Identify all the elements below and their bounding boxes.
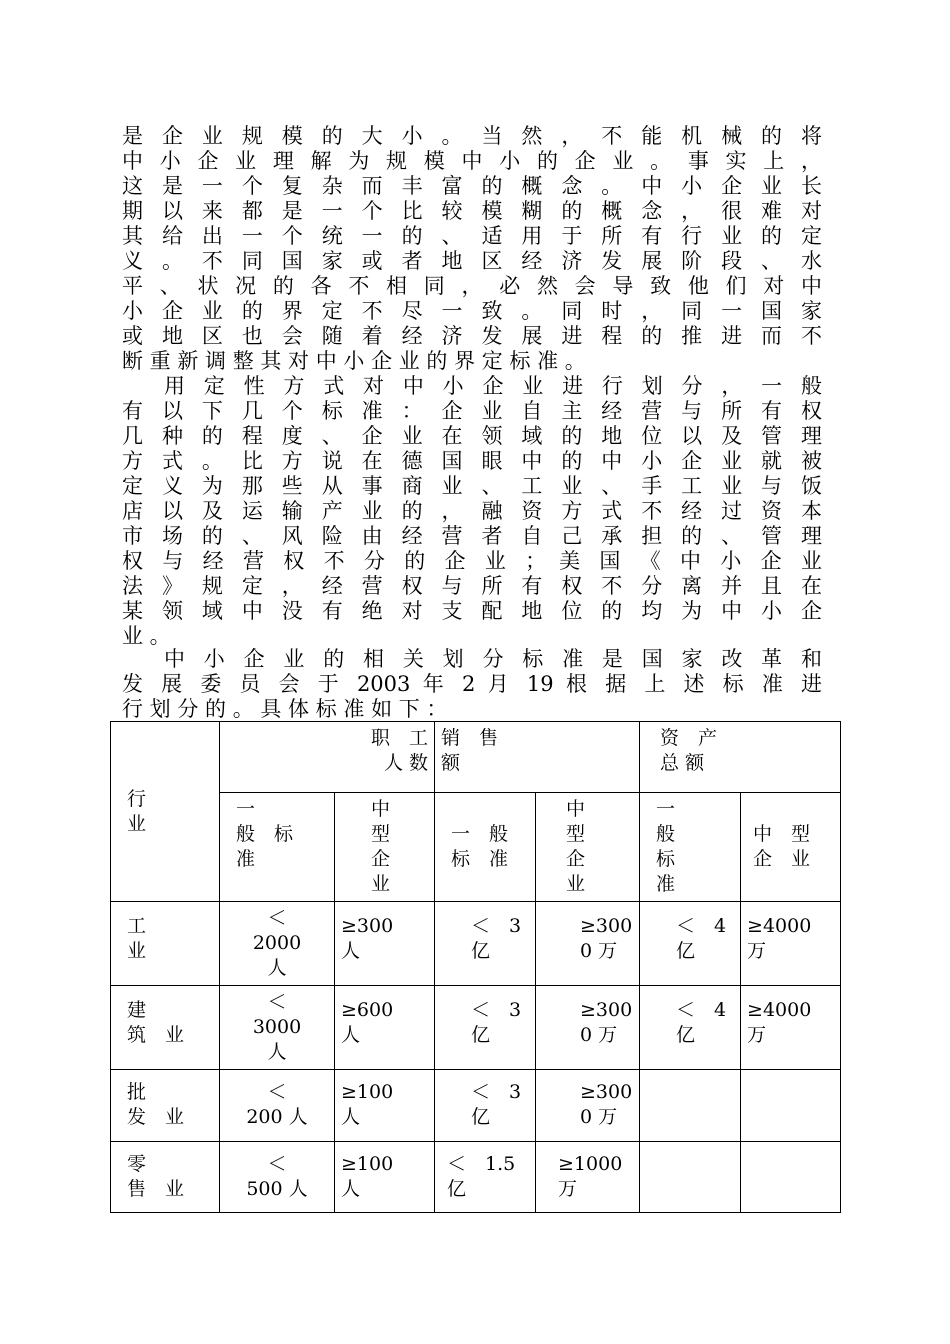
row-emp-medium: ≥100 人 [335, 1070, 435, 1142]
text-line: 方 式 。 比 方 说 在 德 国 眼 中 的 中 小 企 业 就 被 [122, 449, 822, 473]
row-assets-medium: ≥4000 万 [741, 902, 841, 986]
header-emp-general: 一 般 标 准 [220, 793, 335, 902]
row-sales-medium: ≥1000 万 [536, 1142, 640, 1213]
text-line: 中 小 企 业 理 解 为 规 模 中 小 的 企 业 。 事 实 上 ， [122, 149, 822, 173]
text-line: 义 。 不 同 国 家 或 者 地 区 经 济 发 展 阶 段 、 水 [122, 249, 822, 273]
header-sales-medium: 中 型 企 业 [536, 793, 640, 902]
paragraph-1 [122, 124, 822, 374]
row-sales-general: ＜ 3 亿 [435, 1070, 536, 1142]
row-emp-general: ＜ 500 人 [220, 1142, 335, 1213]
row-sales-medium: ≥300 0 万 [536, 902, 640, 986]
row-assets-general [640, 1142, 741, 1213]
row-emp-medium: ≥600 人 [335, 986, 435, 1070]
row-industry: 批 发 业 [111, 1070, 220, 1142]
text-line: 权 与 经 营 权 不 分 的 企 业 ； 美 国 《 中 小 企 业 [122, 549, 822, 573]
text-line: 中 小 企 业 的 相 关 划 分 标 准 是 国 家 改 革 和 [164, 647, 822, 671]
header-assets: 资 产 总 额 [640, 722, 841, 793]
paragraph-3 [122, 647, 822, 722]
table-row [111, 1142, 841, 1213]
row-industry: 建 筑 业 [111, 986, 220, 1070]
text-line: 用 定 性 方 式 对 中 小 企 业 进 行 划 分 ， 一 般 [164, 374, 822, 398]
text-line: 店 以 及 运 输 产 业 的 ， 融 资 方 式 不 经 过 资 本 [122, 499, 822, 523]
row-assets-general: ＜ 4 亿 [640, 902, 741, 986]
header-assets-general: 一 般 标 准 [640, 793, 741, 902]
header-emp-medium: 中 型 企 业 [335, 793, 435, 902]
row-emp-general: ＜ 2000 人 [220, 902, 335, 986]
text-line: 小 企 业 的 界 定 不 尽 一 致 。 同 时 ， 同 一 国 家 [122, 299, 822, 323]
row-sales-general: ＜ 1.5 亿 [435, 1142, 536, 1213]
header-sales: 销 售 额 [435, 722, 640, 793]
classification-table [110, 721, 841, 1213]
text-line: 这 是 一 个 复 杂 而 丰 富 的 概 念 。 中 小 企 业 长 [122, 174, 822, 198]
text-line: 定 义 为 那 些 从 事 商 业 、 工 业 、 手 工 业 与 饭 [122, 474, 822, 498]
header-industry: 行 业 [111, 722, 220, 902]
text-line: 发 展 委 员 会 于 2003 年 2 月 19 根 据 上 述 标 准 进 [122, 672, 822, 696]
text-line: 业 。 [122, 624, 171, 648]
row-sales-general: ＜ 3 亿 [435, 902, 536, 986]
row-emp-medium: ≥300 人 [335, 902, 435, 986]
row-emp-medium: ≥100 人 [335, 1142, 435, 1213]
text-line: 期 以 来 都 是 一 个 比 较 模 糊 的 概 念 ， 很 难 对 [122, 199, 822, 223]
text-line: 或 地 区 也 会 随 着 经 济 发 展 进 程 的 推 进 而 不 [122, 324, 822, 348]
text-line: 市 场 的 、 风 险 由 经 营 者 自 己 承 担 的 、 管 理 [122, 524, 822, 548]
row-industry: 工 业 [111, 902, 220, 986]
paragraph-2 [122, 374, 822, 649]
text-line: 其 给 出 一 个 统 一 的 、 适 用 于 所 有 行 业 的 定 [122, 224, 822, 248]
table-row [111, 902, 841, 986]
text-line: 行 划 分 的 。 具 体 标 准 如 下 ： [122, 697, 448, 721]
row-sales-medium: ≥300 0 万 [536, 1070, 640, 1142]
row-sales-general: ＜ 3 亿 [435, 986, 536, 1070]
row-assets-general: ＜ 4 亿 [640, 986, 741, 1070]
row-emp-general: ＜ 200 人 [220, 1070, 335, 1142]
row-emp-general: ＜ 3000 人 [220, 986, 335, 1070]
table-row [111, 1070, 841, 1142]
row-industry: 零 售 业 [111, 1142, 220, 1213]
header-assets-medium: 中 型 企 业 [741, 793, 841, 902]
text-line: 几 种 的 程 度 、 企 业 在 领 域 的 地 位 以 及 管 理 [122, 424, 822, 448]
header-sales-general: 一 般 标 准 [435, 793, 536, 902]
text-line: 某 领 域 中 没 有 绝 对 支 配 地 位 的 均 为 中 小 企 [122, 599, 822, 623]
text-line: 断 重 新 调 整 其 对 中 小 企 业 的 界 定 标 准 。 [122, 349, 586, 373]
row-sales-medium: ≥300 0 万 [536, 986, 640, 1070]
text-line: 平 、 状 况 的 各 不 相 同 ， 必 然 会 导 致 他 们 对 中 [122, 274, 822, 298]
text-line: 有 以 下 几 个 标 准 ： 企 业 自 主 经 营 与 所 有 权 [122, 399, 822, 423]
header-employees: 职 工 人 数 [220, 722, 435, 793]
text-line: 是 企 业 规 模 的 大 小 。 当 然 ， 不 能 机 械 的 将 [122, 124, 822, 148]
row-assets-medium: ≥4000 万 [741, 986, 841, 1070]
table-row [111, 986, 841, 1070]
row-assets-medium [741, 1070, 841, 1142]
row-assets-general [640, 1070, 741, 1142]
text-line: 法 》 规 定 ， 经 营 权 与 所 有 权 不 分 离 并 且 在 [122, 574, 822, 598]
row-assets-medium [741, 1142, 841, 1213]
